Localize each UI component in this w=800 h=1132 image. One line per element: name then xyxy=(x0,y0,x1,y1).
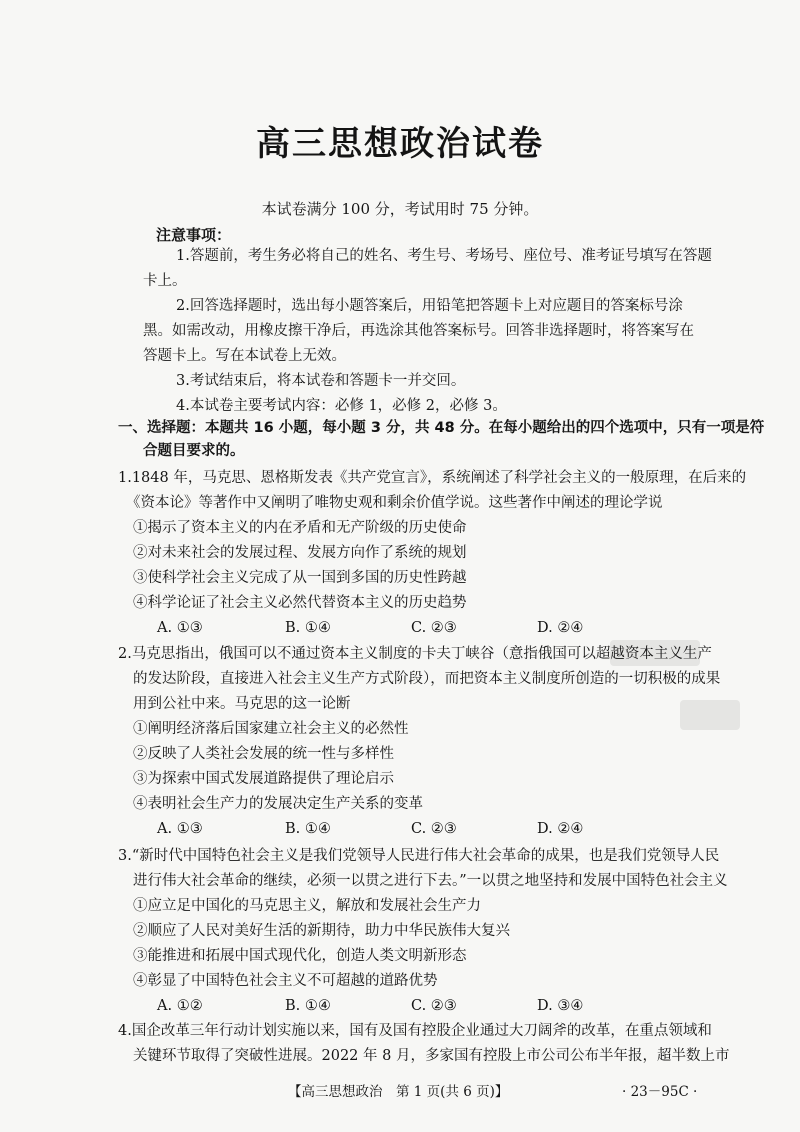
notice-line: 卡上。 xyxy=(143,273,187,289)
notice-line: 3.考试结束后，将本试卷和答题卡一并交回。 xyxy=(176,373,466,389)
question-item: ①应立足中国化的马克思主义，解放和发展社会生产力 xyxy=(133,898,481,914)
question-stem: 1.1848 年，马克思、恩格斯发表《共产党宣言》，系统阐述了科学社会主义的一般原理，在后来的 xyxy=(118,470,747,486)
question-item: ④表明社会生产力的发展决定生产关系的变革 xyxy=(133,796,423,812)
option-b: B. ①④ xyxy=(285,620,331,636)
option-d: D. ②④ xyxy=(537,821,584,837)
scan-smudge xyxy=(680,700,740,730)
question-item: ④彰显了中国特色社会主义不可超越的道路优势 xyxy=(133,973,438,989)
question-item: ②反映了人类社会发展的统一性与多样性 xyxy=(133,746,394,762)
question-stem: 进行伟大社会革命的继续，必须一以贯之进行下去。”一以贯之地坚持和发展中国特色社会主义 xyxy=(133,873,728,889)
question-item: ③能推进和拓展中国式现代化，创造人类文明新形态 xyxy=(133,948,467,964)
page-code: · 23－95C · xyxy=(622,1084,698,1100)
question-item: ②顺应了人民对美好生活的新期待，助力中华民族伟大复兴 xyxy=(133,923,510,939)
question-item: ①阐明经济落后国家建立社会主义的必然性 xyxy=(133,721,409,737)
option-b: B. ①④ xyxy=(285,821,331,837)
notice-line: 答题卡上。写在本试卷上无效。 xyxy=(143,348,346,364)
option-b: B. ①④ xyxy=(285,998,331,1014)
answer-options xyxy=(0,818,800,840)
question-stem: 《资本论》等著作中又阐明了唯物史观和剩余价值学说。这些著作中阐述的理论学说 xyxy=(126,495,663,511)
question-item: ②对未来社会的发展过程、发展方向作了系统的规划 xyxy=(133,545,467,561)
notice-line: 黑。如需改动，用橡皮擦干净后，再选涂其他答案标号。回答非选择题时，将答案写在 xyxy=(143,323,694,339)
option-d: D. ③④ xyxy=(537,998,584,1014)
answer-options xyxy=(0,617,800,639)
option-a: A. ①③ xyxy=(157,821,203,837)
question-stem: 3.“新时代中国特色社会主义是我们党领导人民进行伟大社会革命的成果，也是我们党领导人民 xyxy=(118,848,720,864)
option-c: C. ②③ xyxy=(411,821,457,837)
notice-line: 2.回答选择题时，选出每小题答案后，用铅笔把答题卡上对应题目的答案标号涂 xyxy=(176,298,683,314)
option-c: C. ②③ xyxy=(411,998,457,1014)
exam-info: 本试卷满分 100 分，考试用时 75 分钟。 xyxy=(261,200,539,218)
option-a: A. ①③ xyxy=(157,620,203,636)
question-stem: 4.国企改革三年行动计划实施以来，国有及国有控股企业通过大刀阔斧的改革，在重点领域和 xyxy=(118,1023,712,1039)
question-stem: 用到公社中来。马克思的这一论断 xyxy=(133,696,351,712)
question-item: ③为探索中国式发展道路提供了理论启示 xyxy=(133,771,394,787)
question-stem: 关键环节取得了突破性进展。2022 年 8 月，多家国有控股上市公司公布半年报，超半数上市 xyxy=(133,1048,730,1064)
question-item: ④科学论证了社会主义必然代替资本主义的历史趋势 xyxy=(133,595,467,611)
question-item: ①揭示了资本主义的内在矛盾和无产阶级的历史使命 xyxy=(133,520,467,536)
question-stem: 的发达阶段，直接进入社会主义生产方式阶段），而把资本主义制度所创造的一切积极的成果 xyxy=(133,671,721,687)
answer-options xyxy=(0,995,800,1017)
page-title: 高三思想政治试卷 xyxy=(256,124,544,164)
option-c: C. ②③ xyxy=(411,620,457,636)
section-heading: 一、选择题：本题共 16 小题，每小题 3 分，共 48 分。在每小题给出的四个选项中，只有一项是符 xyxy=(118,420,765,436)
question-stem: 2.马克思指出，俄国可以不通过资本主义制度的卡夫丁峡谷（意指俄国可以超越资本主义生产 xyxy=(118,646,712,662)
option-d: D. ②④ xyxy=(537,620,584,636)
notice-line: 4.本试卷主要考试内容：必修 1，必修 2，必修 3。 xyxy=(176,398,507,414)
notice-line: 1.答题前，考生务必将自己的姓名、考生号、考场号、座位号、准考证号填写在答题 xyxy=(176,248,712,264)
question-item: ③使科学社会主义完成了从一国到多国的历史性跨越 xyxy=(133,570,467,586)
notice-heading: 注意事项： xyxy=(156,226,232,244)
option-a: A. ①② xyxy=(157,998,203,1014)
section-heading-cont: 合题目要求的。 xyxy=(143,443,245,459)
page-footer: 【高三思想政治 第 1 页(共 6 页)】 xyxy=(288,1084,509,1100)
